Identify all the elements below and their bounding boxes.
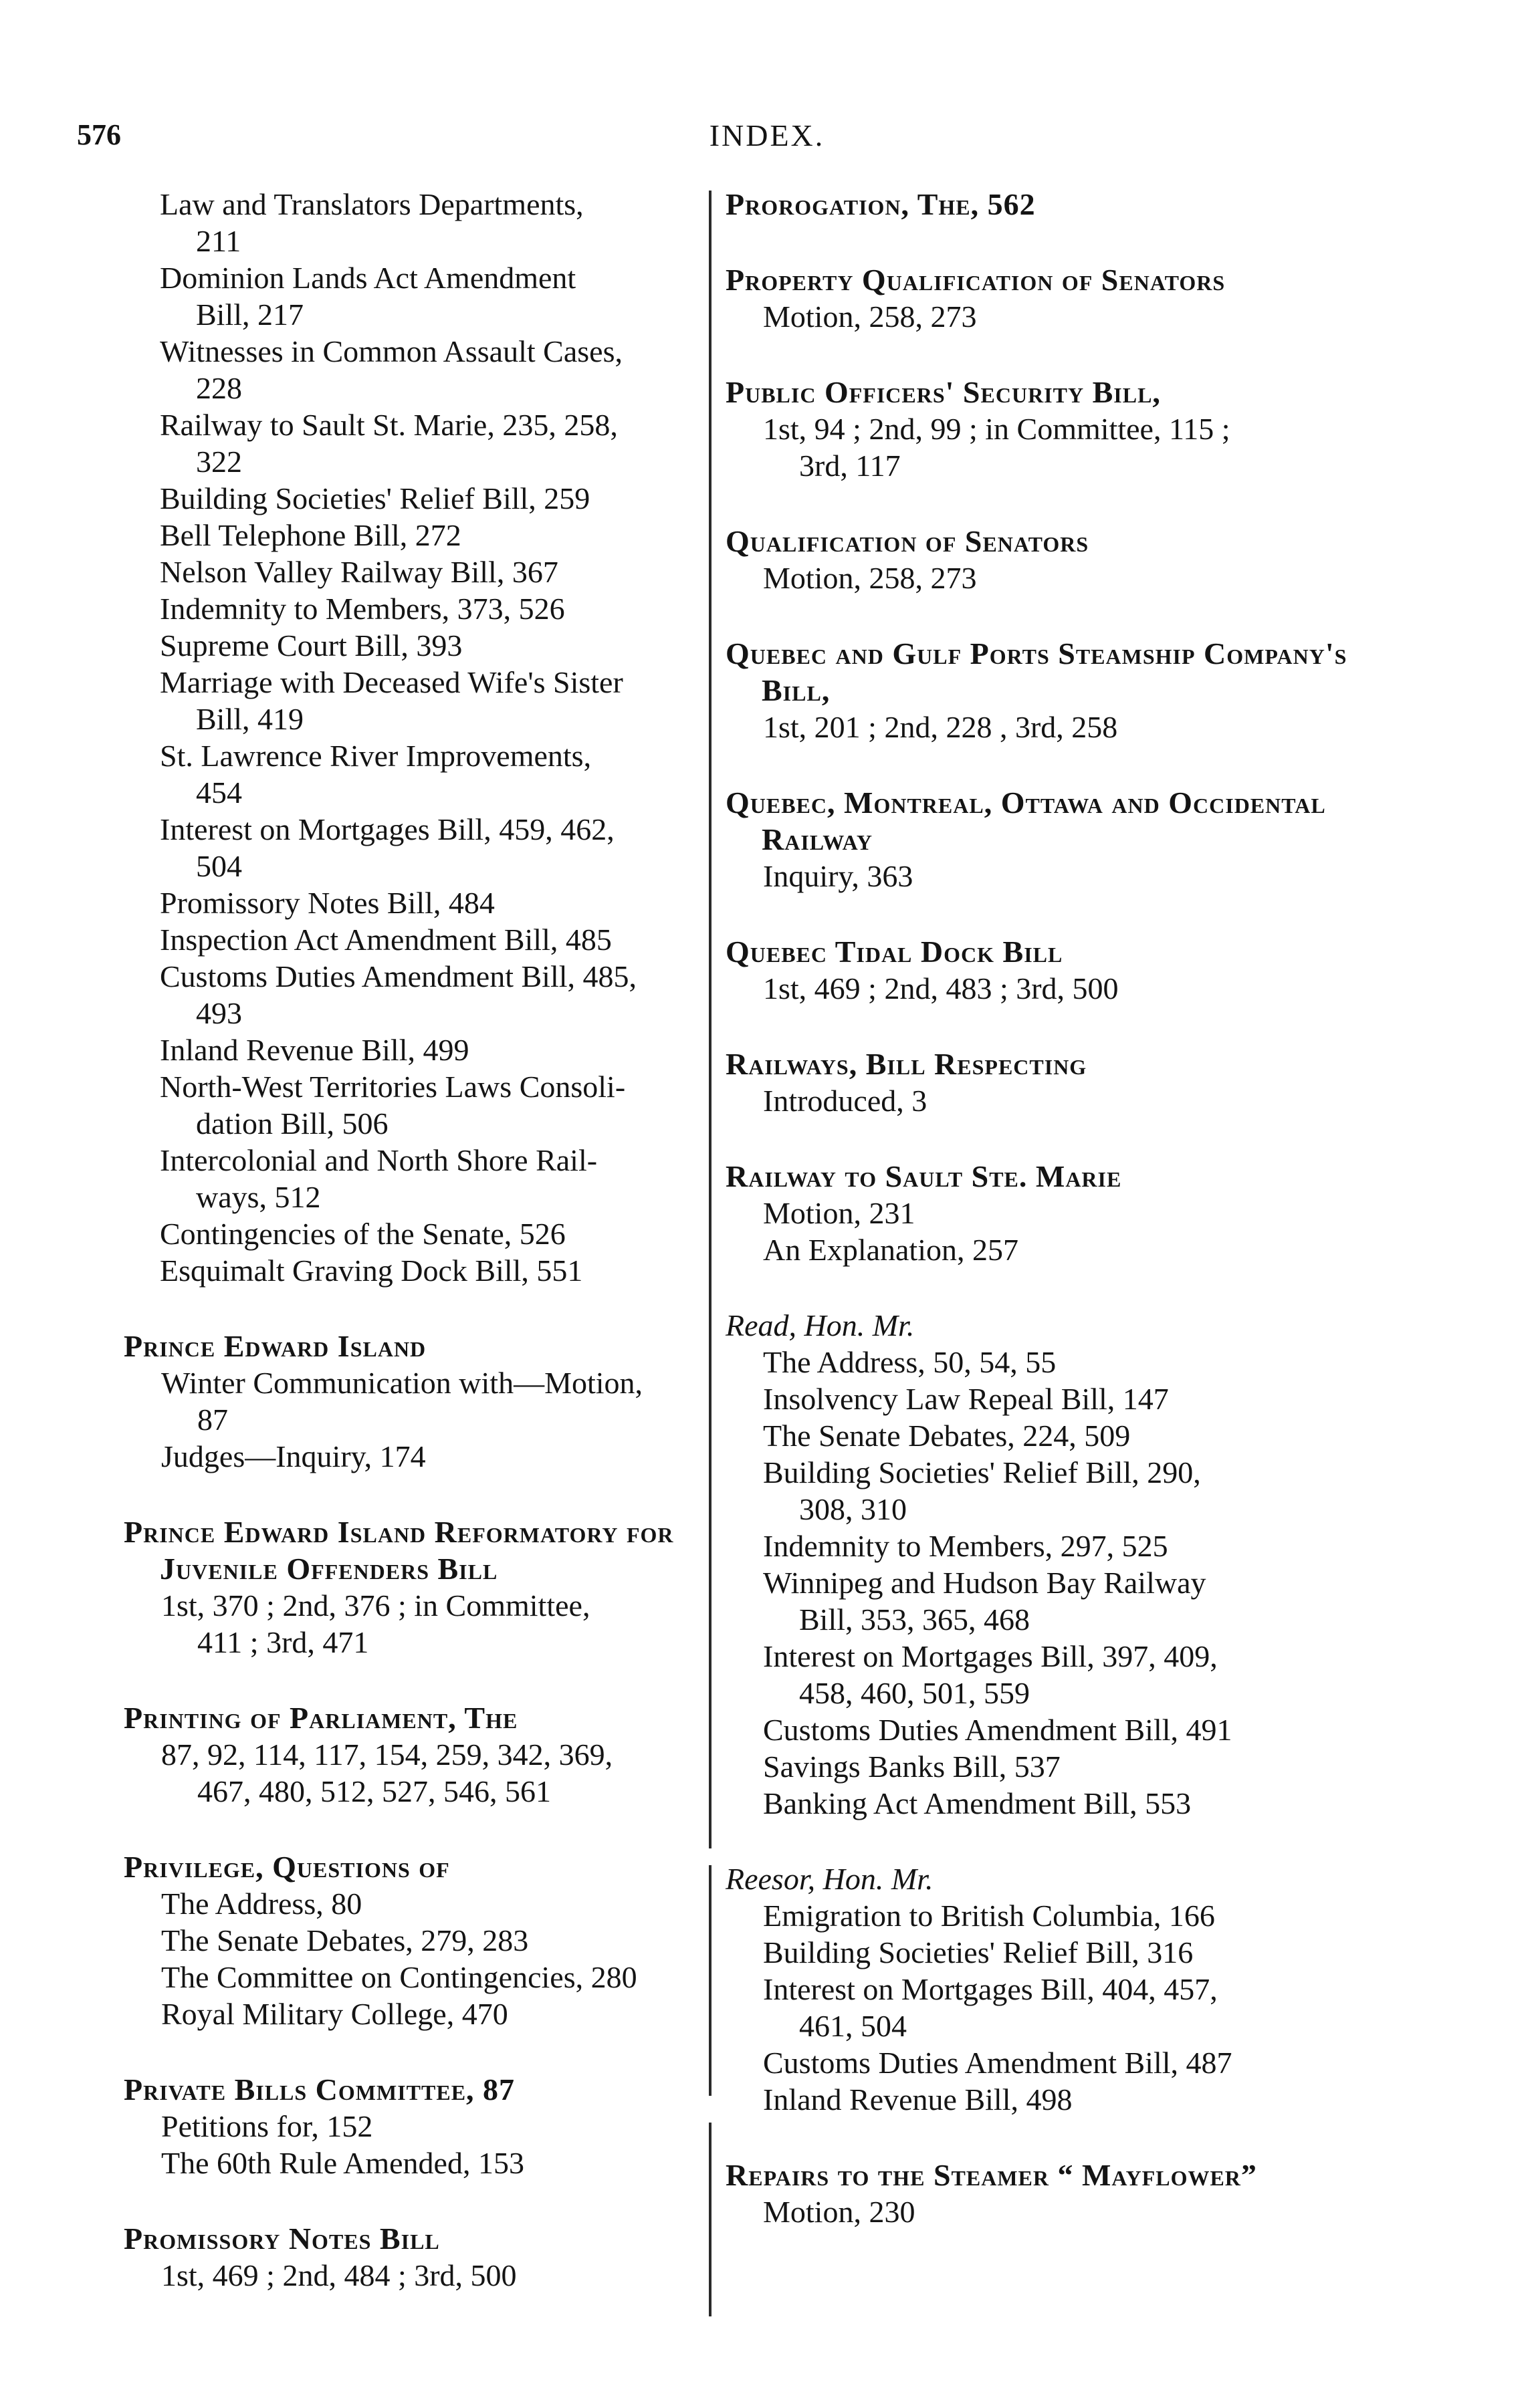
index-subentry — [726, 1934, 1347, 1971]
index-subentry — [726, 1344, 1347, 1380]
index-entry — [124, 1328, 699, 1475]
subentry-continuation: ways, 512 — [196, 1180, 321, 1214]
subentry-continuation: 504 — [196, 849, 242, 883]
index-entry — [124, 1514, 699, 1661]
index-subentry — [124, 1922, 699, 1959]
index-entry — [726, 374, 1347, 484]
index-entry — [124, 186, 699, 1289]
subentry-text: Dominion Lands Act Amendment — [160, 261, 576, 295]
index-subentry — [124, 517, 699, 554]
page-number: 576 — [77, 118, 121, 151]
subentry-text: Inland Revenue Bill, 499 — [160, 1033, 469, 1067]
index-entry — [726, 1860, 1347, 2118]
index-heading: Qualification of Senators — [726, 524, 1089, 558]
index-entry — [726, 186, 1347, 223]
index-subentry — [124, 333, 699, 406]
index-heading: Prince Edward Island Reformatory for Juvenile Offenders Bill — [124, 1515, 674, 1586]
index-subentry — [726, 410, 1347, 484]
index-subentry — [124, 2108, 699, 2145]
subentry-continuation: 87 — [197, 1403, 228, 1437]
index-heading: Railways, Bill Respecting — [726, 1047, 1087, 1081]
subentry-text: Interest on Mortgages Bill, 459, 462, — [160, 812, 615, 846]
index-entry — [726, 933, 1347, 1007]
right-column — [726, 186, 1347, 2230]
index-heading: Privilege, Questions of — [124, 1850, 450, 1884]
index-entry — [124, 1699, 699, 1810]
subentry-text: Inquiry, 363 — [763, 859, 913, 893]
subentry-text: Interest on Mortgages Bill, 404, 457, — [763, 1972, 1218, 2006]
index-subentry — [124, 2145, 699, 2181]
index-subentry — [124, 1959, 699, 1996]
index-subentry — [124, 627, 699, 664]
subentry-text: Building Societies' Relief Bill, 259 — [160, 481, 590, 515]
index-subentry — [726, 1564, 1347, 1638]
subentry-text: Indemnity to Members, 373, 526 — [160, 592, 565, 626]
index-heading: Private Bills Committee, 87 — [124, 2072, 516, 2106]
subentry-text: Inland Revenue Bill, 498 — [763, 2082, 1073, 2117]
subentry-text: Banking Act Amendment Bill, 553 — [763, 1786, 1192, 1820]
subentry-text: Customs Duties Amendment Bill, 485, — [160, 959, 637, 993]
subentry-text: Contingencies of the Senate, 526 — [160, 1217, 566, 1251]
index-entry — [726, 1046, 1347, 1119]
subentry-text: Royal Military College, 470 — [161, 1997, 508, 2031]
subentry-text: Bell Telephone Bill, 272 — [160, 518, 461, 552]
index-subentry — [726, 1195, 1347, 1231]
index-subentry — [726, 858, 1347, 894]
index-subentry — [124, 406, 699, 480]
index-subentry — [726, 1971, 1347, 2044]
subentry-continuation: 461, 504 — [799, 2009, 907, 2043]
subentry-text: Promissory Notes Bill, 484 — [160, 886, 495, 920]
index-subentry — [124, 884, 699, 921]
index-subentry — [726, 1380, 1347, 1417]
index-subentry — [124, 921, 699, 958]
subentry-text: Motion, 230 — [763, 2195, 915, 2229]
column-rule — [709, 191, 711, 1848]
index-heading: Quebec Tidal Dock Bill — [726, 935, 1063, 969]
subentry-text: 1st, 94 ; 2nd, 99 ; in Committee, 115 ; — [763, 412, 1230, 446]
subentry-text: Motion, 258, 273 — [763, 299, 977, 334]
subentry-text: Railway to Sault St. Marie, 235, 258, — [160, 408, 618, 442]
subentry-text: An Explanation, 257 — [763, 1233, 1018, 1267]
index-subentry — [726, 709, 1347, 745]
index-subentry — [726, 970, 1347, 1007]
index-heading: Railway to Sault Ste. Marie — [726, 1159, 1122, 1193]
subentry-text: The 60th Rule Amended, 153 — [161, 2146, 524, 2180]
index-subentry — [726, 1417, 1347, 1454]
subentry-text: Petitions for, 152 — [161, 2109, 373, 2143]
subentry-text: The Address, 50, 54, 55 — [763, 1345, 1057, 1379]
index-entry — [124, 2071, 699, 2181]
subentry-text: Motion, 258, 273 — [763, 561, 977, 595]
subentry-text: Emigration to British Columbia, 166 — [763, 1899, 1215, 1933]
index-subentry — [726, 2193, 1347, 2230]
subentry-continuation: Bill, 353, 365, 468 — [799, 1602, 1030, 1637]
index-subentry — [124, 811, 699, 884]
index-subentry — [726, 1785, 1347, 1822]
index-heading: Public Officers' Security Bill, — [726, 375, 1161, 409]
index-subentry — [124, 664, 699, 737]
index-entry — [124, 1848, 699, 2032]
index-entry — [726, 261, 1347, 335]
index-subentry — [726, 2081, 1347, 2118]
subentry-text: Interest on Mortgages Bill, 397, 409, — [763, 1639, 1218, 1673]
index-subentry — [124, 2257, 699, 2294]
index-subentry — [124, 1252, 699, 1289]
index-subentry — [124, 1215, 699, 1252]
index-subentry — [124, 590, 699, 627]
subentry-text: 1st, 469 ; 2nd, 484 ; 3rd, 500 — [161, 2258, 517, 2292]
index-entry — [124, 2220, 699, 2294]
index-subentry — [124, 1587, 699, 1661]
index-subentry — [124, 1885, 699, 1922]
subentry-continuation: 467, 480, 512, 527, 546, 561 — [197, 1774, 551, 1808]
subentry-text: Indemnity to Members, 297, 525 — [763, 1529, 1168, 1563]
page-title: INDEX. — [709, 118, 825, 152]
index-subentry — [726, 1711, 1347, 1748]
subentry-text: 1st, 201 ; 2nd, 228 , 3rd, 258 — [763, 710, 1118, 744]
subentry-text: Winnipeg and Hudson Bay Railway — [763, 1566, 1206, 1600]
index-subentry — [124, 259, 699, 333]
subentry-text: Supreme Court Bill, 393 — [160, 628, 463, 663]
index-subentry — [726, 560, 1347, 596]
index-entry — [726, 635, 1347, 745]
index-subentry — [124, 1142, 699, 1215]
index-subentry — [726, 1454, 1347, 1528]
subentry-text: Inspection Act Amendment Bill, 485 — [160, 923, 612, 957]
index-subentry — [124, 958, 699, 1032]
subentry-text: North-West Territories Laws Consoli- — [160, 1070, 626, 1104]
subentry-continuation: 458, 460, 501, 559 — [799, 1676, 1030, 1710]
index-subentry — [726, 1231, 1347, 1268]
left-column — [124, 186, 699, 2294]
index-heading: Read, Hon. Mr. — [726, 1308, 915, 1342]
subentry-continuation: 493 — [196, 996, 242, 1030]
subentry-text: Introduced, 3 — [763, 1084, 927, 1118]
subentry-continuation: 228 — [196, 371, 242, 405]
index-entry — [726, 784, 1347, 894]
index-subentry — [124, 480, 699, 517]
subentry-continuation: 411 ; 3rd, 471 — [197, 1625, 369, 1659]
index-subentry — [124, 1438, 699, 1475]
subentry-text: Winter Communication with—Motion, — [161, 1366, 643, 1400]
subentry-text: The Senate Debates, 224, 509 — [763, 1419, 1131, 1453]
subentry-continuation: Bill, 419 — [196, 702, 304, 736]
subentry-text: Building Societies' Relief Bill, 316 — [763, 1935, 1194, 1969]
subentry-text: The Committee on Contingencies, 280 — [161, 1960, 637, 1994]
index-heading: Property Qualification of Senators — [726, 263, 1226, 297]
subentry-text: 1st, 370 ; 2nd, 376 ; in Committee, — [161, 1588, 590, 1622]
index-subentry — [124, 186, 699, 259]
index-subentry — [726, 1082, 1347, 1119]
subentry-continuation: Bill, 217 — [196, 297, 304, 332]
index-subentry — [124, 1996, 699, 2032]
subentry-text: Marriage with Deceased Wife's Sister — [160, 665, 623, 699]
index-subentry — [124, 1068, 699, 1142]
index-heading: Prince Edward Island — [124, 1329, 427, 1363]
subentry-continuation: 322 — [196, 445, 242, 479]
subentry-text: Building Societies' Relief Bill, 290, — [763, 1455, 1201, 1489]
index-entry — [726, 523, 1347, 596]
index-subentry — [124, 1736, 699, 1810]
subentry-text: Witnesses in Common Assault Cases, — [160, 334, 623, 368]
subentry-text: 1st, 469 ; 2nd, 483 ; 3rd, 500 — [763, 971, 1119, 1005]
index-heading: Repairs to the Steamer “ Mayflower” — [726, 2158, 1257, 2192]
subentry-continuation: 211 — [196, 224, 241, 258]
index-subentry — [726, 1528, 1347, 1564]
subentry-text: St. Lawrence River Improvements, — [160, 739, 592, 773]
subentry-text: Esquimalt Graving Dock Bill, 551 — [160, 1253, 583, 1288]
index-subentry — [726, 2044, 1347, 2081]
index-subentry — [726, 298, 1347, 335]
subentry-text: The Address, 80 — [161, 1887, 362, 1921]
index-heading: Printing of Parliament, The — [124, 1701, 518, 1735]
subentry-text: 87, 92, 114, 117, 154, 259, 342, 369, — [161, 1737, 613, 1772]
index-subentry — [726, 1897, 1347, 1934]
index-subentry — [124, 554, 699, 590]
subentry-text: Customs Duties Amendment Bill, 491 — [763, 1713, 1232, 1747]
index-entry — [726, 2157, 1347, 2230]
index-heading: Prorogation, The, 562 — [726, 187, 1036, 221]
subentry-text: Judges—Inquiry, 174 — [161, 1439, 426, 1473]
subentry-text: The Senate Debates, 279, 283 — [161, 1923, 529, 1957]
subentry-continuation: 454 — [196, 775, 242, 810]
subentry-text: Customs Duties Amendment Bill, 487 — [763, 2046, 1232, 2080]
column-rule — [709, 2123, 711, 2316]
index-entry — [726, 1158, 1347, 1268]
subentry-text: Savings Banks Bill, 537 — [763, 1750, 1061, 1784]
column-rule — [709, 1865, 711, 2096]
index-entry — [726, 1307, 1347, 1822]
subentry-text: Insolvency Law Repeal Bill, 147 — [763, 1382, 1169, 1416]
index-subentry — [124, 1364, 699, 1438]
subentry-text: Nelson Valley Railway Bill, 367 — [160, 555, 558, 589]
index-heading: Quebec, Montreal, Ottawa and Occidental Railway — [726, 786, 1326, 856]
index-heading: Promissory Notes Bill — [124, 2221, 440, 2256]
subentry-continuation: 308, 310 — [799, 1492, 907, 1526]
index-heading: Quebec and Gulf Ports Steamship Company's Bill, — [726, 636, 1347, 707]
subentry-text: Intercolonial and North Shore Rail- — [160, 1143, 598, 1177]
index-subentry — [124, 737, 699, 811]
subentry-continuation: 3rd, 117 — [799, 449, 901, 483]
index-subentry — [726, 1638, 1347, 1711]
index-subentry — [124, 1032, 699, 1068]
subentry-continuation: dation Bill, 506 — [196, 1106, 389, 1140]
subentry-text: Motion, 231 — [763, 1196, 915, 1230]
subentry-text: Law and Translators Departments, — [160, 187, 584, 221]
index-heading: Reesor, Hon. Mr. — [726, 1862, 934, 1896]
index-subentry — [726, 1748, 1347, 1785]
